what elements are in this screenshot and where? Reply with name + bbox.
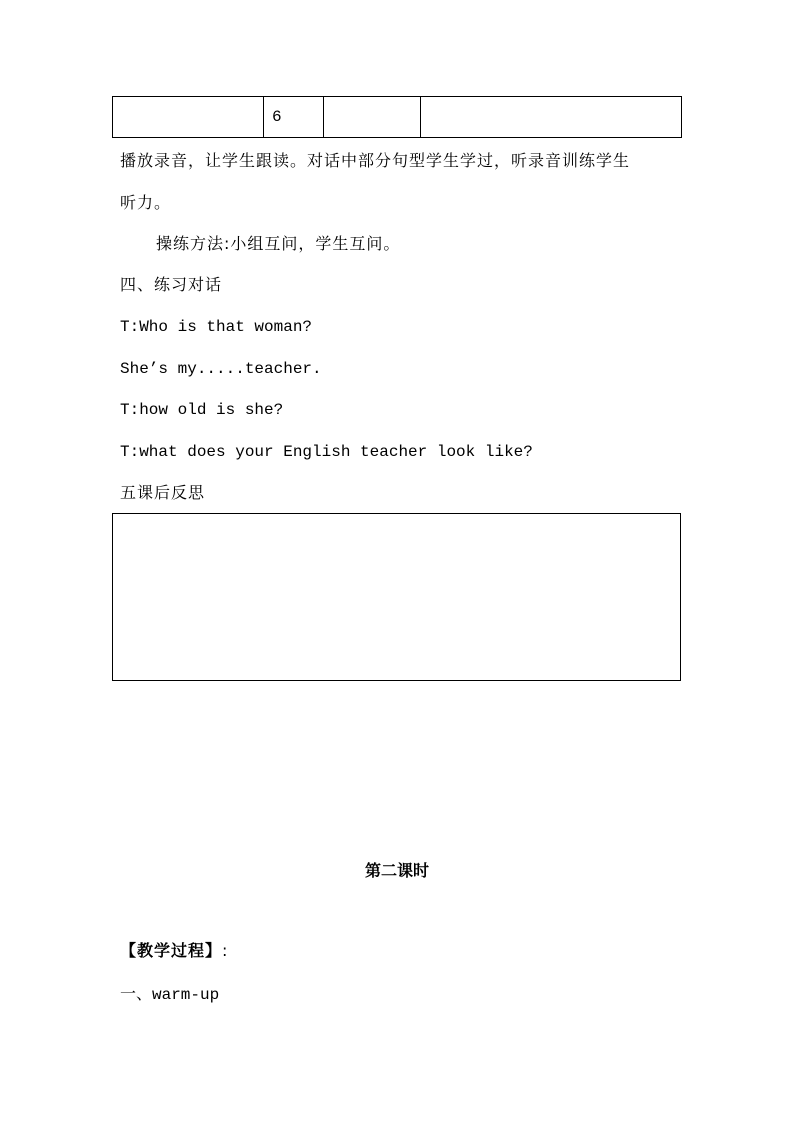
table-cell (324, 97, 421, 138)
practice-method: 操练方法:小组互问，学生互问。 (156, 234, 401, 253)
dialogue-line: T:what does your English teacher look like? (120, 443, 533, 461)
teaching-process-heading (120, 941, 228, 961)
dialogue-line: She’s my.....teacher. (120, 360, 322, 378)
lesson-title: 第二课时 (364, 861, 429, 880)
table-row (113, 97, 682, 138)
paragraph-line: 听力。 (120, 193, 172, 212)
dialogue-line: T:how old is she? (120, 401, 284, 419)
paragraph-line: 播放录音，让学生跟读。对话中部分句型学生学过，听录音训练学生 (120, 151, 631, 170)
teaching-process-label: 【教学过程】 (120, 941, 223, 960)
section-heading-practice-dialogue: 四、练习对话 (120, 275, 223, 294)
teaching-process-colon: : (222, 941, 229, 960)
step-warm-up: 一、warm-up (120, 986, 220, 1004)
table-cell-step-number: 6 (264, 97, 324, 138)
table-cell (421, 97, 682, 138)
dialogue-line: T:Who is that woman? (120, 318, 313, 336)
reflection-box (112, 513, 681, 681)
table-cell (113, 97, 264, 138)
lesson-table-fragment (112, 96, 682, 138)
section-heading-reflection: 五课后反思 (120, 483, 206, 502)
